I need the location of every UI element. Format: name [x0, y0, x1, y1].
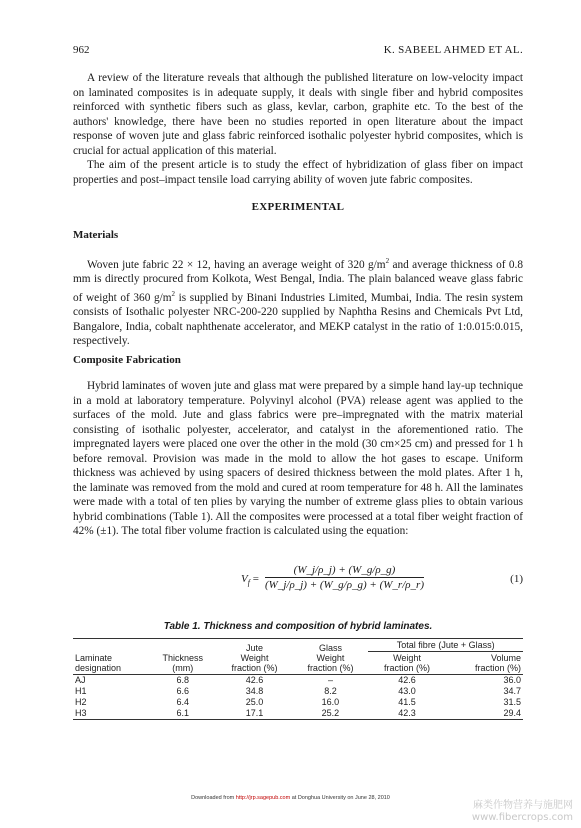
- table-row: H3 6.1 17.1 25.2 42.3 29.4: [75, 708, 521, 718]
- col-header-thickness: Thickness (mm): [162, 653, 204, 673]
- intro-paragraph-2: The aim of the present article is to study the effect of hybridization of glass fiber on impact properties and post–impact tensile load carrying ability of woven jute fabric composites.: [73, 159, 523, 186]
- col-header-laminate: Laminate designation: [75, 653, 122, 673]
- equation-number: (1): [510, 573, 523, 585]
- table-row: H2 6.4 25.0 16.0 41.5 31.5: [75, 697, 521, 707]
- intro-paragraph-1: A review of the literature reveals that although the published literature on low-velocity impact on laminated composites is in adequate supply, it deals with single fiber and hybrid composites reinforced with synthetic fibers such as glass, kevlar, carbon, graphite etc. To the best of the authors' knowledge, there have been no studies reported in open literature about the impact response of woven jute and glass fabric reinforced isothalic polyester hybrid composites, which is crucial for actual application of this material.: [73, 72, 523, 157]
- table-1: [73, 638, 523, 720]
- col-header-volume: Volume fraction (%): [474, 653, 521, 673]
- equation-lhs: $V_f$ =: [241, 573, 259, 588]
- col-header-jute: Jute Weight fraction (%): [231, 643, 278, 673]
- footer-link[interactable]: http://jrp.sagepub.com: [235, 795, 291, 801]
- fabrication-text: [73, 379, 523, 539]
- materials-paragraph: Woven jute fabric 22 × 12, having an average weight of 320 $g/m^2$ and average thickness of 0.8 mm is directly procured from Kolkota, West Bengal, India. The plain balanced weave glass fabric of weight of 360 $g/m^2$ is supplied by Binani Industries Limited, Mumbai, India. The resin system consists of Isothalic polyester NRC-200-220 supplied by Naphtha Resins and Chemicals Pvt Ltd, Bangalore, India, cobalt naphthenate accelerator, and MEKP catalyst in the ratio of 1:0.015:0.015, respectively.: [73, 257, 523, 348]
- equation-fraction: [265, 564, 424, 591]
- col-group-total-fibre: Total fibre (Jute + Glass): [368, 639, 523, 652]
- download-footer: Downloaded from http://jrp.sagepub.com at Donghua University on June 28, 2010: [191, 795, 390, 801]
- section-heading-experimental: EXPERIMENTAL: [251, 201, 345, 213]
- page-number: 962: [73, 44, 90, 56]
- table-caption: Table 1. Thickness and composition of hybrid laminates.: [163, 621, 433, 632]
- subsection-heading-materials: Materials: [73, 229, 119, 241]
- equation-1: [73, 560, 523, 600]
- table-row: AJ 6.8 42.6 – 42.6 36.0: [75, 675, 521, 685]
- equation-denominator: (W_j/ρ_j) + (W_g/ρ_g) + (W_r/ρ_r): [265, 579, 424, 591]
- fabrication-paragraph: Hybrid laminates of woven jute and glass mat were prepared by a simple hand lay-up technique in a mold at laboratory temperature. Polyvinyl alcohol (PVA) release agent was applied to the surfaces of the mold. Jute and glass fabrics were pre–impregnated with the matrix material consisting of isothalic polyester, accelerator, and catalyst in the aforementioned ratio. The impregnated layers were placed one over the other in the mold (30 cm×25 cm) and pressed for 1 h before removal. Provision was made in the mold to allow the hot gases to escape. Uniform thickness was achieved by using spacers of desired thickness between the mold plates. After 1 h, the laminate was removed from the mold and cured at room temperature for 48 h. All the laminates were made with a total of ten plies by varying the number of extreme glass plies to obtain various hybrid combinations (Table 1). All the composites were processed at a total fiber weight fraction of 42% (±1). The total fiber volume fraction is calculated using the equation:: [73, 380, 523, 537]
- materials-text: [73, 254, 523, 349]
- running-authors: K. SABEEL AHMED ET AL.: [383, 44, 523, 56]
- intro-text: [73, 71, 523, 187]
- col-header-weight: Weight fraction (%): [384, 653, 431, 673]
- table-row: H1 6.6 34.8 8.2 43.0 34.7: [75, 686, 521, 696]
- subsection-heading-fabrication: Composite Fabrication: [73, 354, 181, 366]
- watermark: 麻类作物营养与施肥网 www.fibercrops.com: [471, 800, 573, 823]
- col-header-glass: Glass Weight fraction (%): [307, 643, 354, 673]
- equation-numerator: (W_j/ρ_j) + (W_g/ρ_g): [265, 564, 424, 578]
